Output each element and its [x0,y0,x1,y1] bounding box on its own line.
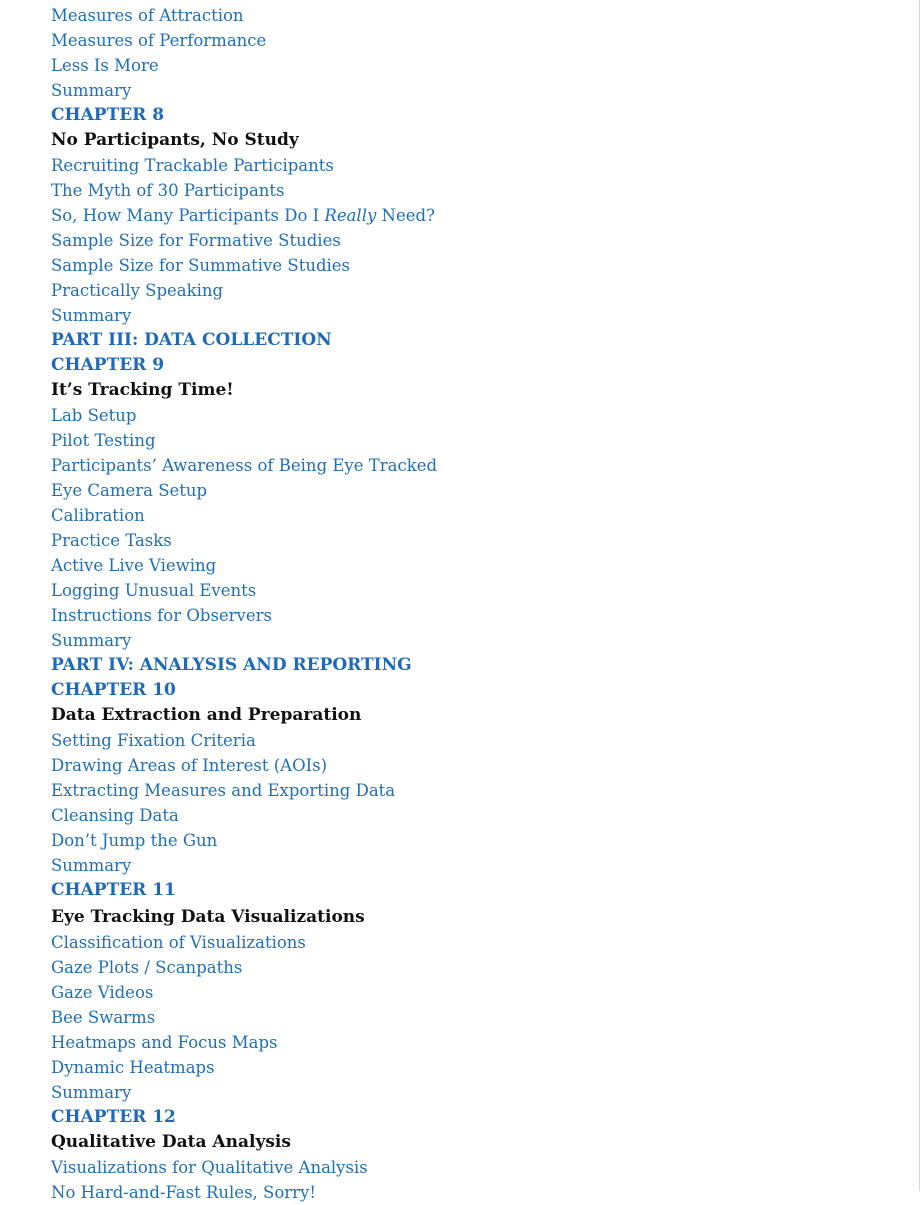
toc-chapter-9-title: It’s Tracking Time! [51,380,234,400]
toc-link-summary-ch8[interactable]: Summary [51,306,132,325]
toc-link-summary-ch9[interactable]: Summary [51,631,132,650]
toc-link-calibration[interactable]: Calibration [51,506,145,525]
toc-link-gaze-plots[interactable]: Gaze Plots / Scanpaths [51,958,243,977]
toc-link-lab-setup[interactable]: Lab Setup [51,406,137,425]
toc-chapter-10-heading[interactable]: CHAPTER 10 [51,680,176,700]
toc-link-measures-of-performance[interactable]: Measures of Performance [51,31,267,50]
toc-link-bee-swarms[interactable]: Bee Swarms [51,1008,156,1027]
toc-link-pilot-testing[interactable]: Pilot Testing [51,431,156,450]
toc-link-heatmaps-and-focus-maps[interactable]: Heatmaps and Focus Maps [51,1033,278,1052]
toc-link-summary-ch11[interactable]: Summary [51,1083,132,1102]
toc-link-drawing-aois[interactable]: Drawing Areas of Interest (AOIs) [51,756,328,775]
toc-link-summary-ch7[interactable]: Summary [51,81,132,100]
toc-link-instructions-for-observers[interactable]: Instructions for Observers [51,606,273,625]
toc-part-3-heading[interactable]: PART III: DATA COLLECTION [51,330,332,350]
toc-link-less-is-more[interactable]: Less Is More [51,56,159,75]
page-edge-divider [919,0,920,1191]
toc-link-extracting-measures[interactable]: Extracting Measures and Exporting Data [51,781,396,800]
toc-link-myth-of-30-participants[interactable]: The Myth of 30 Participants [51,181,285,200]
toc-link-no-hard-and-fast-rules[interactable]: No Hard-and-Fast Rules, Sorry! [51,1183,316,1202]
toc-link-setting-fixation-criteria[interactable]: Setting Fixation Criteria [51,731,256,750]
toc-link-eye-camera-setup[interactable]: Eye Camera Setup [51,481,208,500]
toc-chapter-9-heading[interactable]: CHAPTER 9 [51,355,165,375]
toc-link-sample-size-formative[interactable]: Sample Size for Formative Studies [51,231,341,250]
toc-link-sample-size-summative[interactable]: Sample Size for Summative Studies [51,256,351,275]
toc-chapter-11-heading[interactable]: CHAPTER 11 [51,880,176,900]
toc-link-summary-ch10[interactable]: Summary [51,856,132,875]
toc-link-text-after: Need? [376,206,435,225]
toc-link-recruiting-trackable-participants[interactable]: Recruiting Trackable Participants [51,156,334,175]
toc-link-visualizations-for-qualitative[interactable]: Visualizations for Qualitative Analysis [51,1158,368,1177]
toc-link-logging-unusual-events[interactable]: Logging Unusual Events [51,581,257,600]
toc-chapter-11-title: Eye Tracking Data Visualizations [51,907,365,927]
toc-link-practice-tasks[interactable]: Practice Tasks [51,531,172,550]
toc-chapter-10-title: Data Extraction and Preparation [51,705,362,725]
toc-part-4-heading[interactable]: PART IV: ANALYSIS AND REPORTING [51,655,412,675]
toc-chapter-8-title: No Participants, No Study [51,130,299,150]
table-of-contents [51,3,437,1205]
toc-link-active-live-viewing[interactable]: Active Live Viewing [51,556,217,575]
toc-link-classification-of-visualizations[interactable]: Classification of Visualizations [51,933,306,952]
toc-link-dynamic-heatmaps[interactable]: Dynamic Heatmaps [51,1058,215,1077]
toc-chapter-8-heading[interactable]: CHAPTER 8 [51,105,165,125]
toc-chapter-12-heading[interactable]: CHAPTER 12 [51,1107,176,1127]
toc-link-gaze-videos[interactable]: Gaze Videos [51,983,154,1002]
toc-link-text-emphasis: Really [324,206,377,225]
toc-link-practically-speaking[interactable]: Practically Speaking [51,281,224,300]
toc-link-participants-awareness[interactable]: Participants’ Awareness of Being Eye Tracked [51,456,438,475]
toc-link-how-many-participants[interactable] [51,203,437,228]
toc-link-measures-of-attraction[interactable]: Measures of Attraction [51,6,244,25]
toc-link-cleansing-data[interactable]: Cleansing Data [51,806,179,825]
toc-chapter-12-title: Qualitative Data Analysis [51,1132,291,1152]
toc-link-dont-jump-the-gun[interactable]: Don’t Jump the Gun [51,831,218,850]
toc-link-text-before: So, How Many Participants Do I [51,206,325,225]
